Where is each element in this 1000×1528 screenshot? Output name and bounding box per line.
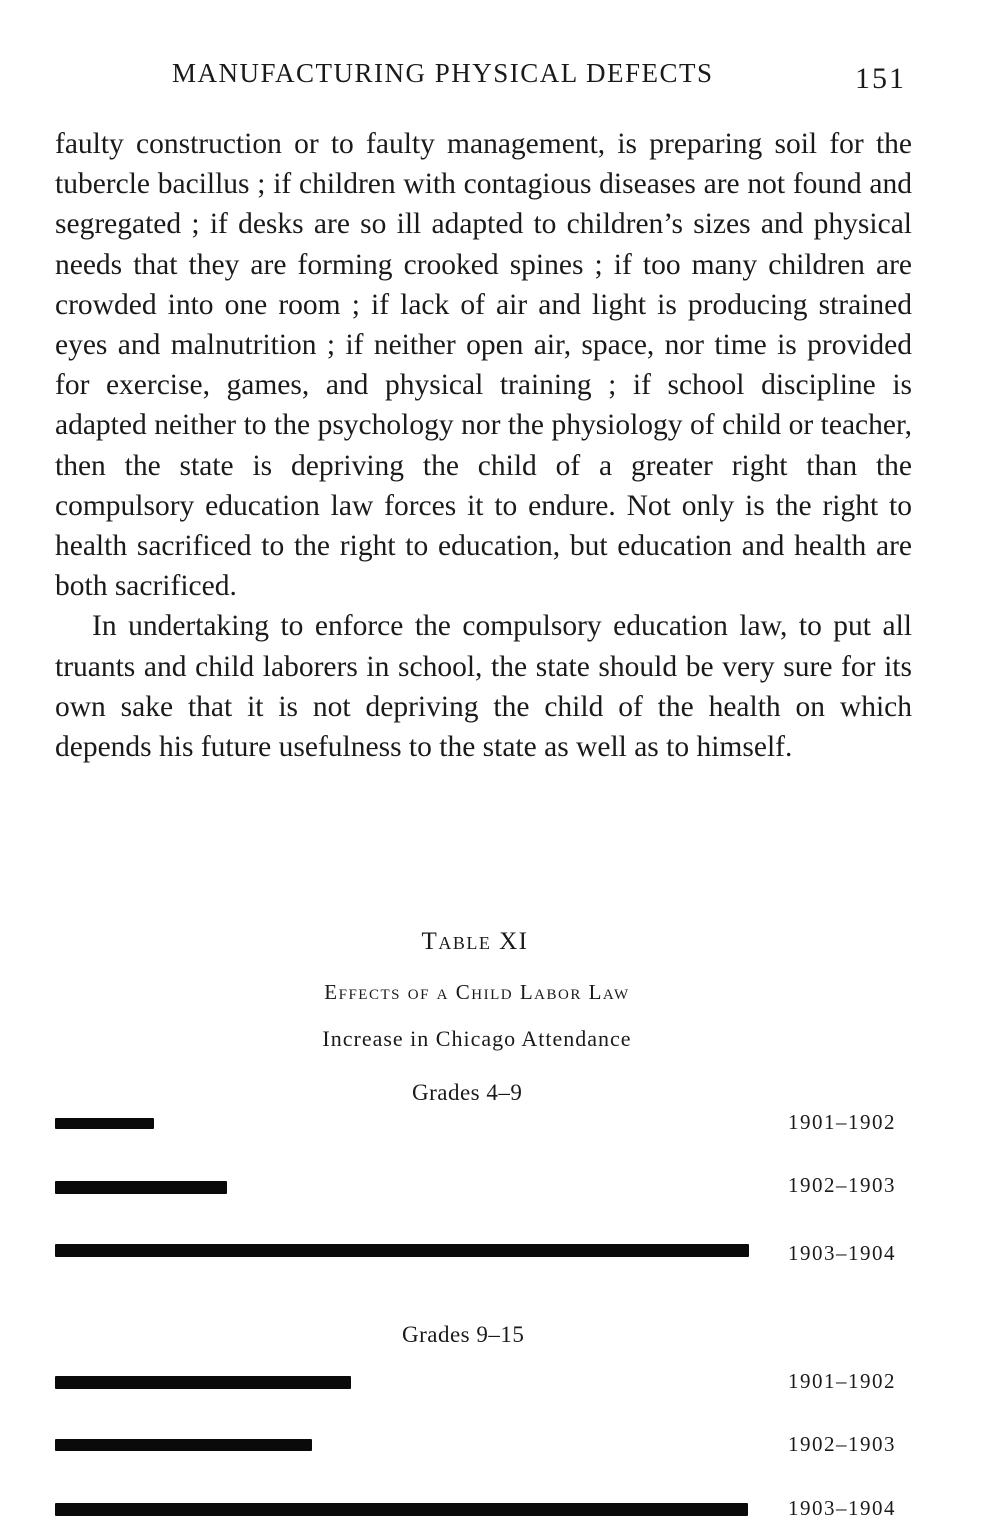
year-label: 1903–1904 bbox=[788, 1496, 896, 1520]
table-subtitle: Increase in Chicago Attendance bbox=[322, 1026, 632, 1051]
group-label: Grades 4–9 bbox=[412, 1080, 523, 1105]
page-number: 151 bbox=[855, 62, 906, 95]
table-number: Table XI bbox=[421, 928, 529, 955]
year-label: 1902–1903 bbox=[788, 1173, 896, 1197]
attendance-bar bbox=[55, 1244, 749, 1257]
year-label: 1901–1902 bbox=[788, 1110, 896, 1134]
attendance-bar bbox=[55, 1118, 154, 1129]
attendance-bar bbox=[55, 1439, 312, 1451]
running-title: MANUFACTURING PHYSICAL DEFECTS bbox=[172, 58, 714, 88]
running-head bbox=[0, 58, 1000, 98]
year-label: 1901–1902 bbox=[788, 1369, 896, 1393]
group-label: Grades 9–15 bbox=[402, 1322, 525, 1347]
attendance-bar bbox=[55, 1376, 351, 1389]
body-text bbox=[55, 124, 912, 767]
table-title: Effects of a Child Labor Law bbox=[324, 980, 630, 1004]
attendance-bar bbox=[55, 1181, 227, 1194]
paragraph-compulsory-education: In undertaking to enforce the compulsory education law, to put all truants and child laborers in school, the state should be very sure for its own sake that it is not depriving the child of the health on which depends his future usefulness to the state as well as to himself. bbox=[55, 610, 912, 764]
year-label: 1903–1904 bbox=[788, 1241, 896, 1265]
year-label: 1902–1903 bbox=[788, 1432, 896, 1456]
paragraph-continued: faulty construction or to faulty management, is preparing soil for the tubercle bacillus ; if children with contagious diseases are not found and segregated ; if desks are so ill adapted to children’s sizes and physical needs that they are forming crooked spines ; if too many children are crowded into one room ; if lack of air and light is producing strained eyes and malnutrition ; if neither open air, space, nor time is provided for exercise, games, and physical training ; if school discipline is adapted neither to the psychology nor the physiology of child or teacher, then the state is depriving the child of a greater right than the compulsory education law forces it to endure. Not only is the right to health sacrificed to the right to education, but education and health are both sacrificed. bbox=[55, 128, 912, 603]
attendance-bar bbox=[55, 1503, 748, 1516]
